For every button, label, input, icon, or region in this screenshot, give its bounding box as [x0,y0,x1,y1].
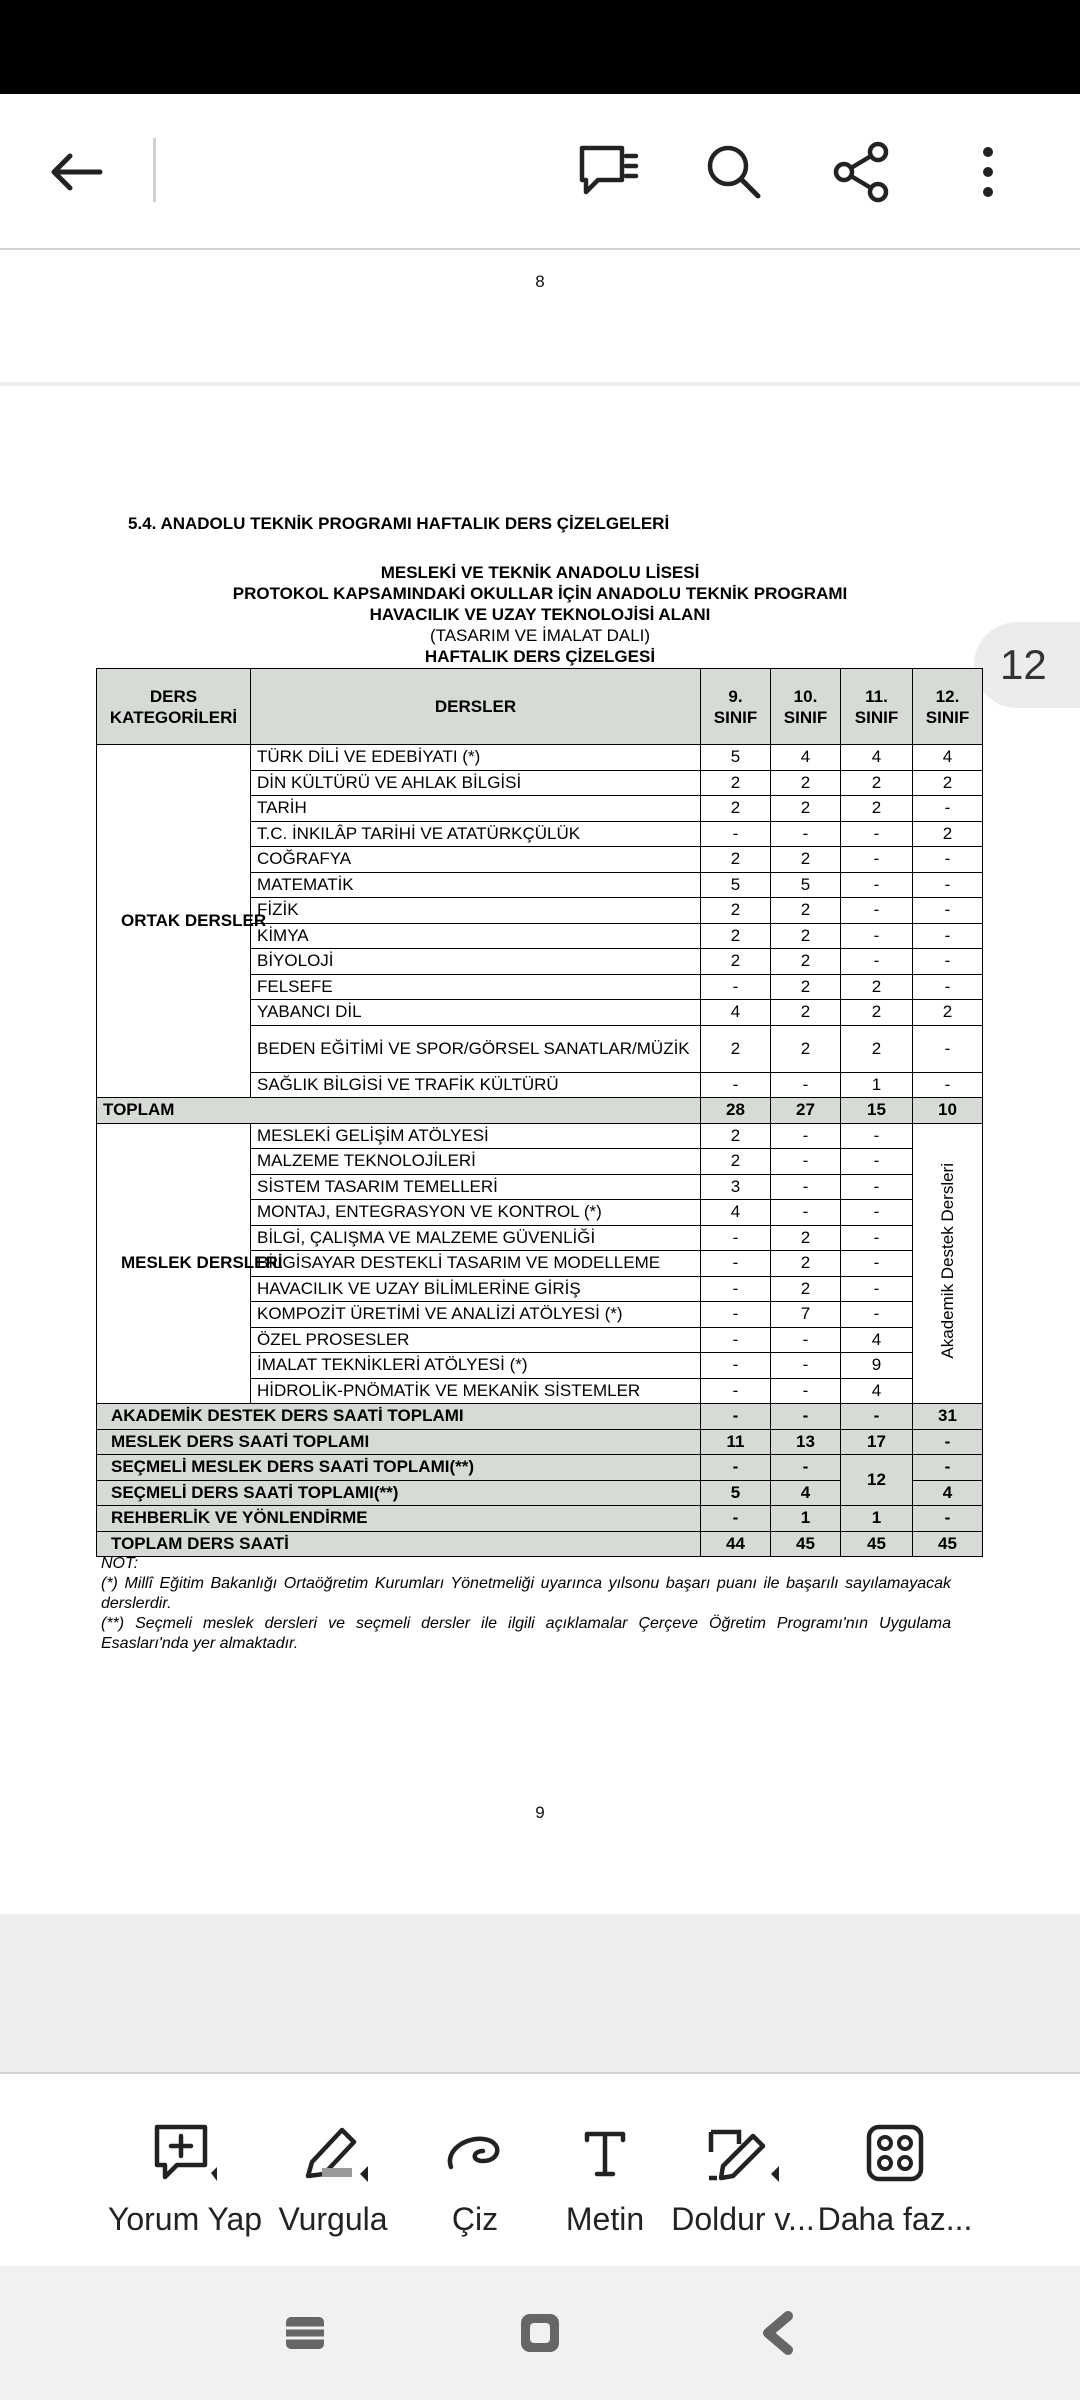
tool-comment[interactable] [105,2074,265,2268]
tool-draw[interactable] [415,2074,535,2268]
back-icon[interactable] [748,2306,808,2360]
akademik-destek-cell [913,1123,983,1404]
hours-9: 5 [701,872,771,898]
course-name: BİLGİ, ÇALIŞMA VE MALZEME GÜVENLİĞİ [251,1225,701,1251]
hours-9: 4 [701,1200,771,1226]
hours-9: - [701,1276,771,1302]
hours-9: - [701,1353,771,1379]
hours-9: 2 [701,949,771,975]
hours-12: - [913,898,983,924]
hours-12: 2 [913,1000,983,1026]
summary-row-rehberlik [97,1506,983,1532]
hours-9: 2 [701,1025,771,1072]
summary-9: - [701,1455,771,1481]
course-name: TARİH [251,796,701,822]
summary-row-secmeli-meslek [97,1455,983,1481]
course-name: HİDROLİK-PNÖMATİK VE MEKANİK SİSTEMLER [251,1378,701,1404]
summary-12: 4 [913,1480,983,1506]
hours-9: 3 [701,1174,771,1200]
title-line: HAVACILIK VE UZAY TEKNOLOJİSİ ALANI [369,605,711,624]
hours-11: 4 [841,1378,913,1404]
hours-10: 4 [771,745,841,771]
course-name: BİYOLOJİ [251,949,701,975]
summary-10: - [771,1455,841,1481]
hours-10: 2 [771,1025,841,1072]
tool-label: Daha faz... [817,2201,973,2237]
summary-row-meslek [97,1429,983,1455]
hours-10: 7 [771,1302,841,1328]
more-vertical-icon[interactable] [952,136,1024,208]
hours-10: 2 [771,847,841,873]
note-2: (**) Seçmeli meslek dersleri ve seçmeli dersler ile ilgili açıklamalar Çerçeve Öğretim Programı'nın Uygulama Esasları'nda yer almaktadır. [101,1615,951,1652]
hours-9: 2 [701,796,771,822]
course-name: FELSEFE [251,974,701,1000]
hours-9: 2 [701,847,771,873]
hours-9: 2 [701,1149,771,1175]
hours-10: 2 [771,796,841,822]
course-name: DİN KÜLTÜRÜ VE AHLAK BİLGİSİ [251,770,701,796]
toplam-10: 27 [771,1098,841,1124]
hours-10: - [771,1378,841,1404]
hours-10: - [771,1200,841,1226]
hours-12: - [913,974,983,1000]
page-number-top: 8 [535,272,545,291]
hours-10: 5 [771,872,841,898]
toplam-label: TOPLAM [97,1098,701,1124]
course-name: MONTAJ, ENTEGRASYON VE KONTROL (*) [251,1200,701,1226]
tool-more[interactable] [817,2074,973,2268]
note-heading: NOT: [101,1555,139,1572]
hours-11: - [841,949,913,975]
course-name: MATEMATİK [251,872,701,898]
hours-10: - [771,1327,841,1353]
hours-9: - [701,1225,771,1251]
hours-11: - [841,1149,913,1175]
hours-10: 2 [771,1276,841,1302]
hours-12: 4 [913,745,983,771]
akademik-destek-vertical-label: Akademik Destek Dersleri [937,1162,957,1359]
course-name: SAĞLIK BİLGİSİ VE TRAFİK KÜLTÜRÜ [251,1072,701,1098]
hours-11: - [841,1200,913,1226]
page-indicator-badge[interactable]: 12 [974,622,1080,708]
hours-10: 2 [771,1251,841,1277]
tool-label: Doldur v... [671,2201,815,2237]
hours-10: - [771,821,841,847]
course-name: KİMYA [251,923,701,949]
summary-12: - [913,1455,983,1481]
header-courses: DERSLER [251,669,701,745]
header-grade-11: 11. SINIF [841,669,913,745]
course-name: T.C. İNKILÂP TARİHİ VE ATATÜRKÇÜLÜK [251,821,701,847]
hours-11: - [841,1302,913,1328]
header-category: DERS KATEGORİLERİ [97,669,251,745]
summary-11: - [841,1404,913,1430]
home-icon[interactable] [510,2306,570,2360]
tool-label: Yorum Yap [107,2201,263,2237]
hours-9: 2 [701,898,771,924]
summary-12: - [913,1506,983,1532]
summary-label: SEÇMELİ DERS SAATİ TOPLAMI(**) [97,1480,701,1506]
hours-10: 2 [771,974,841,1000]
hours-11: - [841,1174,913,1200]
hours-10: 2 [771,898,841,924]
hours-11: 2 [841,974,913,1000]
tool-label: Çiz [451,2201,499,2237]
hours-11: 2 [841,770,913,796]
hours-9: - [701,1378,771,1404]
tool-fill-sign[interactable] [668,2074,818,2268]
hours-10: 2 [771,923,841,949]
hours-9: - [701,1251,771,1277]
hours-11: 2 [841,1025,913,1072]
summary-9: 5 [701,1480,771,1506]
comment-add-icon [145,2121,225,2185]
course-name: FİZİK [251,898,701,924]
hours-9: - [701,1327,771,1353]
course-name: BEDEN EĞİTİMİ VE SPOR/GÖRSEL SANATLAR/MÜZİK [251,1025,701,1072]
toplam-11: 15 [841,1098,913,1124]
summary-9: - [701,1404,771,1430]
hours-9: - [701,821,771,847]
hours-12: - [913,796,983,822]
hours-10: - [771,1353,841,1379]
table-header-row [97,669,983,745]
hours-11: - [841,898,913,924]
summary-11-merged: 12 [841,1455,913,1506]
header-grade-12: 12. SINIF [913,669,983,745]
hours-11: 2 [841,796,913,822]
share-icon[interactable] [826,136,898,208]
status-bar [0,0,1080,94]
hours-10: - [771,1149,841,1175]
tool-text[interactable] [545,2074,665,2268]
hours-11: - [841,847,913,873]
summary-label: MESLEK DERS SAATİ TOPLAMI [97,1429,701,1455]
bottom-toolbar [0,2072,1080,2268]
course-name: MALZEME TEKNOLOJİLERİ [251,1149,701,1175]
hours-11: 4 [841,745,913,771]
recent-apps-icon[interactable] [275,2306,335,2360]
category-ortak: ORTAK DERSLER [97,745,251,1098]
highlighter-icon [293,2121,373,2185]
hours-9: - [701,1302,771,1328]
summary-10: 45 [771,1531,841,1557]
hours-11: 2 [841,1000,913,1026]
course-name: HAVACILIK VE UZAY BİLİMLERİNE GİRİŞ [251,1276,701,1302]
summary-label: AKADEMİK DESTEK DERS SAATİ TOPLAMI [97,1404,701,1430]
hours-11: - [841,872,913,898]
weekly-schedule-table [96,668,983,1557]
header-grade-9: 9. SINIF [701,669,771,745]
hours-11: 9 [841,1353,913,1379]
fill-sign-icon [703,2121,783,2185]
hours-12: 2 [913,770,983,796]
tool-highlight[interactable] [268,2074,398,2268]
search-icon[interactable] [698,136,770,208]
hours-11: - [841,821,913,847]
toplam-12: 10 [913,1098,983,1124]
summary-12: - [913,1429,983,1455]
course-name: TÜRK DİLİ VE EDEBİYATI (*) [251,745,701,771]
footnotes [101,1554,951,1654]
hours-11: - [841,1123,913,1149]
header-grade-10: 10. SINIF [771,669,841,745]
hours-12: 2 [913,821,983,847]
hours-9: 2 [701,1123,771,1149]
summary-11: 17 [841,1429,913,1455]
summary-12: 31 [913,1404,983,1430]
hours-12: - [913,1025,983,1072]
hours-12: - [913,1072,983,1098]
course-name: SİSTEM TASARIM TEMELLERİ [251,1174,701,1200]
toplam-9: 28 [701,1098,771,1124]
summary-label: REHBERLİK VE YÖNLENDİRME [97,1506,701,1532]
summary-row-akademik [97,1404,983,1430]
course-name: İMALAT TEKNİKLERİ ATÖLYESİ (*) [251,1353,701,1379]
section-title: 5.4. ANADOLU TEKNİK PROGRAMI HAFTALIK DERS ÇİZELGELERİ [128,514,670,533]
summary-9: 44 [701,1531,771,1557]
summary-11: 1 [841,1506,913,1532]
hours-10: 2 [771,949,841,975]
course-name: BİLGİSAYAR DESTEKLİ TASARIM VE MODELLEME [251,1251,701,1277]
summary-label: SEÇMELİ MESLEK DERS SAATİ TOPLAMI(**) [97,1455,701,1481]
course-name: MESLEKİ GELİŞİM ATÖLYESİ [251,1123,701,1149]
hours-10: 2 [771,770,841,796]
table-row [97,1123,983,1149]
summary-10: 1 [771,1506,841,1532]
summary-12: 45 [913,1531,983,1557]
toplam-row [97,1098,983,1124]
tool-label: Metin [565,2201,645,2237]
summary-10: 13 [771,1429,841,1455]
hours-11: - [841,1225,913,1251]
more-apps-icon [855,2121,935,2185]
summary-9: 11 [701,1429,771,1455]
note-1: (*) Millî Eğitim Bakanlığı Ortaöğretim Kurumları Yönetmeliği uyarınca yılsonu başarı puanı ile başarılı sayılamayacak derslerdir. [101,1575,951,1612]
hours-9: - [701,974,771,1000]
hours-10: - [771,1174,841,1200]
hours-11: 4 [841,1327,913,1353]
summary-10: 4 [771,1480,841,1506]
category-meslek: MESLEK DERSLERİ [97,1123,251,1404]
course-name: ÖZEL PROSESLER [251,1327,701,1353]
text-icon [565,2121,645,2185]
title-line: HAFTALIK DERS ÇİZELGESİ [424,647,656,666]
hours-9: 5 [701,745,771,771]
hours-12: - [913,923,983,949]
hours-10: 2 [771,1225,841,1251]
summary-label: TOPLAM DERS SAATİ [97,1531,701,1557]
tool-label: Vurgula [278,2201,388,2237]
hours-9: 2 [701,770,771,796]
page-8-bottom [0,250,1080,382]
summary-10: - [771,1404,841,1430]
summary-9: - [701,1506,771,1532]
hours-11: - [841,1276,913,1302]
course-name: KOMPOZİT ÜRETİMİ VE ANALİZİ ATÖLYESİ (*) [251,1302,701,1328]
title-line: MESLEKİ VE TEKNİK ANADOLU LİSESİ [380,563,700,582]
table-row [97,745,983,771]
page-number-bottom: 9 [535,1803,545,1822]
hours-9: 4 [701,1000,771,1026]
hours-11: - [841,923,913,949]
hours-10: 2 [771,1000,841,1026]
back-arrow-icon[interactable] [40,136,112,208]
course-name: YABANCI DİL [251,1000,701,1026]
title-line: (TASARIM VE İMALAT DALI) [429,626,651,645]
hours-9: - [701,1072,771,1098]
hours-9: 2 [701,923,771,949]
course-name: COĞRAFYA [251,847,701,873]
system-nav-bar [0,2266,1080,2400]
title-line: PROTOKOL KAPSAMINDAKİ OKULLAR İÇİN ANADOLU TEKNİK PROGRAMI [232,584,848,603]
toolbar-divider [153,138,156,202]
hours-11: 1 [841,1072,913,1098]
hours-12: - [913,847,983,873]
draw-icon [435,2121,515,2185]
hours-12: - [913,949,983,975]
top-toolbar [0,94,1080,250]
summary-row-toplam [97,1531,983,1557]
comments-list-icon[interactable] [572,136,644,208]
summary-11: 45 [841,1531,913,1557]
hours-10: - [771,1072,841,1098]
hours-11: - [841,1251,913,1277]
hours-10: - [771,1123,841,1149]
hours-12: - [913,872,983,898]
